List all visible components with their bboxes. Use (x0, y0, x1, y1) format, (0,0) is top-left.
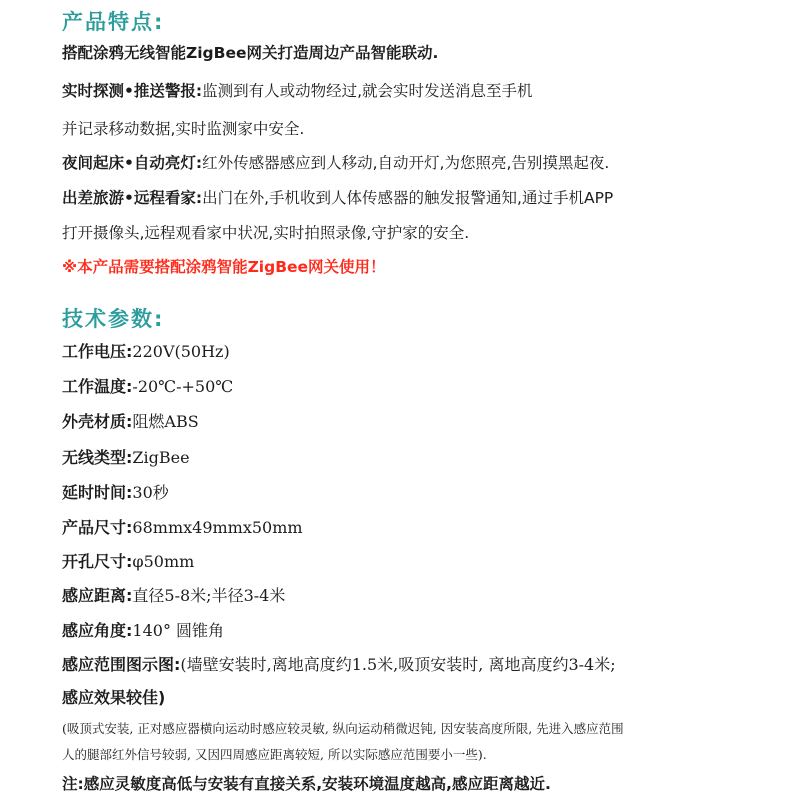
feature-item-remote: 出差旅游•远程看家:出门在外,手机收到人体传感器的触发报警通知,通过手机APP (62, 189, 614, 207)
spec-row-material: 外壳材质:阻燃ABS (62, 412, 199, 431)
feature-item-remote-cont: 打开摄像头,远程观看家中状况,实时拍照录像,守护家的安全. (62, 224, 470, 242)
features-intro: 搭配涂鸦无线智能ZigBee网关打造周边产品智能联动. (62, 44, 439, 62)
spec-row-distance: 感应距离:直径5-8米;半径3-4米 (62, 586, 286, 605)
spec-row-angle: 感应角度:140° 圆锥角 (62, 621, 225, 640)
spec-row-range-cont: 感应效果较佳) (62, 688, 166, 707)
sensitivity-note: 注:感应灵敏度高低与安装有直接关系,安装环境温度越高,感应距离越近. (62, 775, 551, 793)
spec-row-voltage: 工作电压:220V(50Hz) (62, 342, 230, 361)
gateway-warning: ※本产品需要搭配涂鸦智能ZigBee网关使用！ (62, 258, 386, 276)
spec-row-delay: 延时时间:30秒 (62, 483, 169, 502)
spec-row-hole: 开孔尺寸:φ50mm (62, 552, 195, 571)
spec-row-size: 产品尺寸:68mmx49mmx50mm (62, 518, 303, 537)
feature-item-realtime: 实时探测•推送警报:监测到有人或动物经过,就会实时发送消息至手机 (62, 82, 533, 100)
features-heading: 产品特点: (62, 10, 165, 34)
spec-row-temperature: 工作温度:-20℃-+50℃ (62, 377, 234, 396)
install-note-line2: 人的腿部红外信号较弱, 又因四周感应距离较短, 所以实际感应范围要小一些). (62, 747, 487, 762)
specs-heading: 技术参数: (62, 307, 165, 331)
install-note-line1: (吸顶式安装, 正对感应器横向运动时感应较灵敏, 纵向运动稍微迟钝, 因安装高度所限, 先进入感应范围 (62, 721, 624, 736)
spec-row-wireless: 无线类型:ZigBee (62, 448, 190, 467)
spec-row-range: 感应范围图示图:(墙壁安装时,离地高度约1.5米,吸顶安装时, 离地高度约3-4米; (62, 655, 616, 674)
feature-item-realtime-cont: 并记录移动数据,实时监测家中安全. (62, 120, 305, 138)
feature-item-night: 夜间起床•自动亮灯:红外传感器感应到人移动,自动开灯,为您照亮,告别摸黑起夜. (62, 154, 610, 172)
